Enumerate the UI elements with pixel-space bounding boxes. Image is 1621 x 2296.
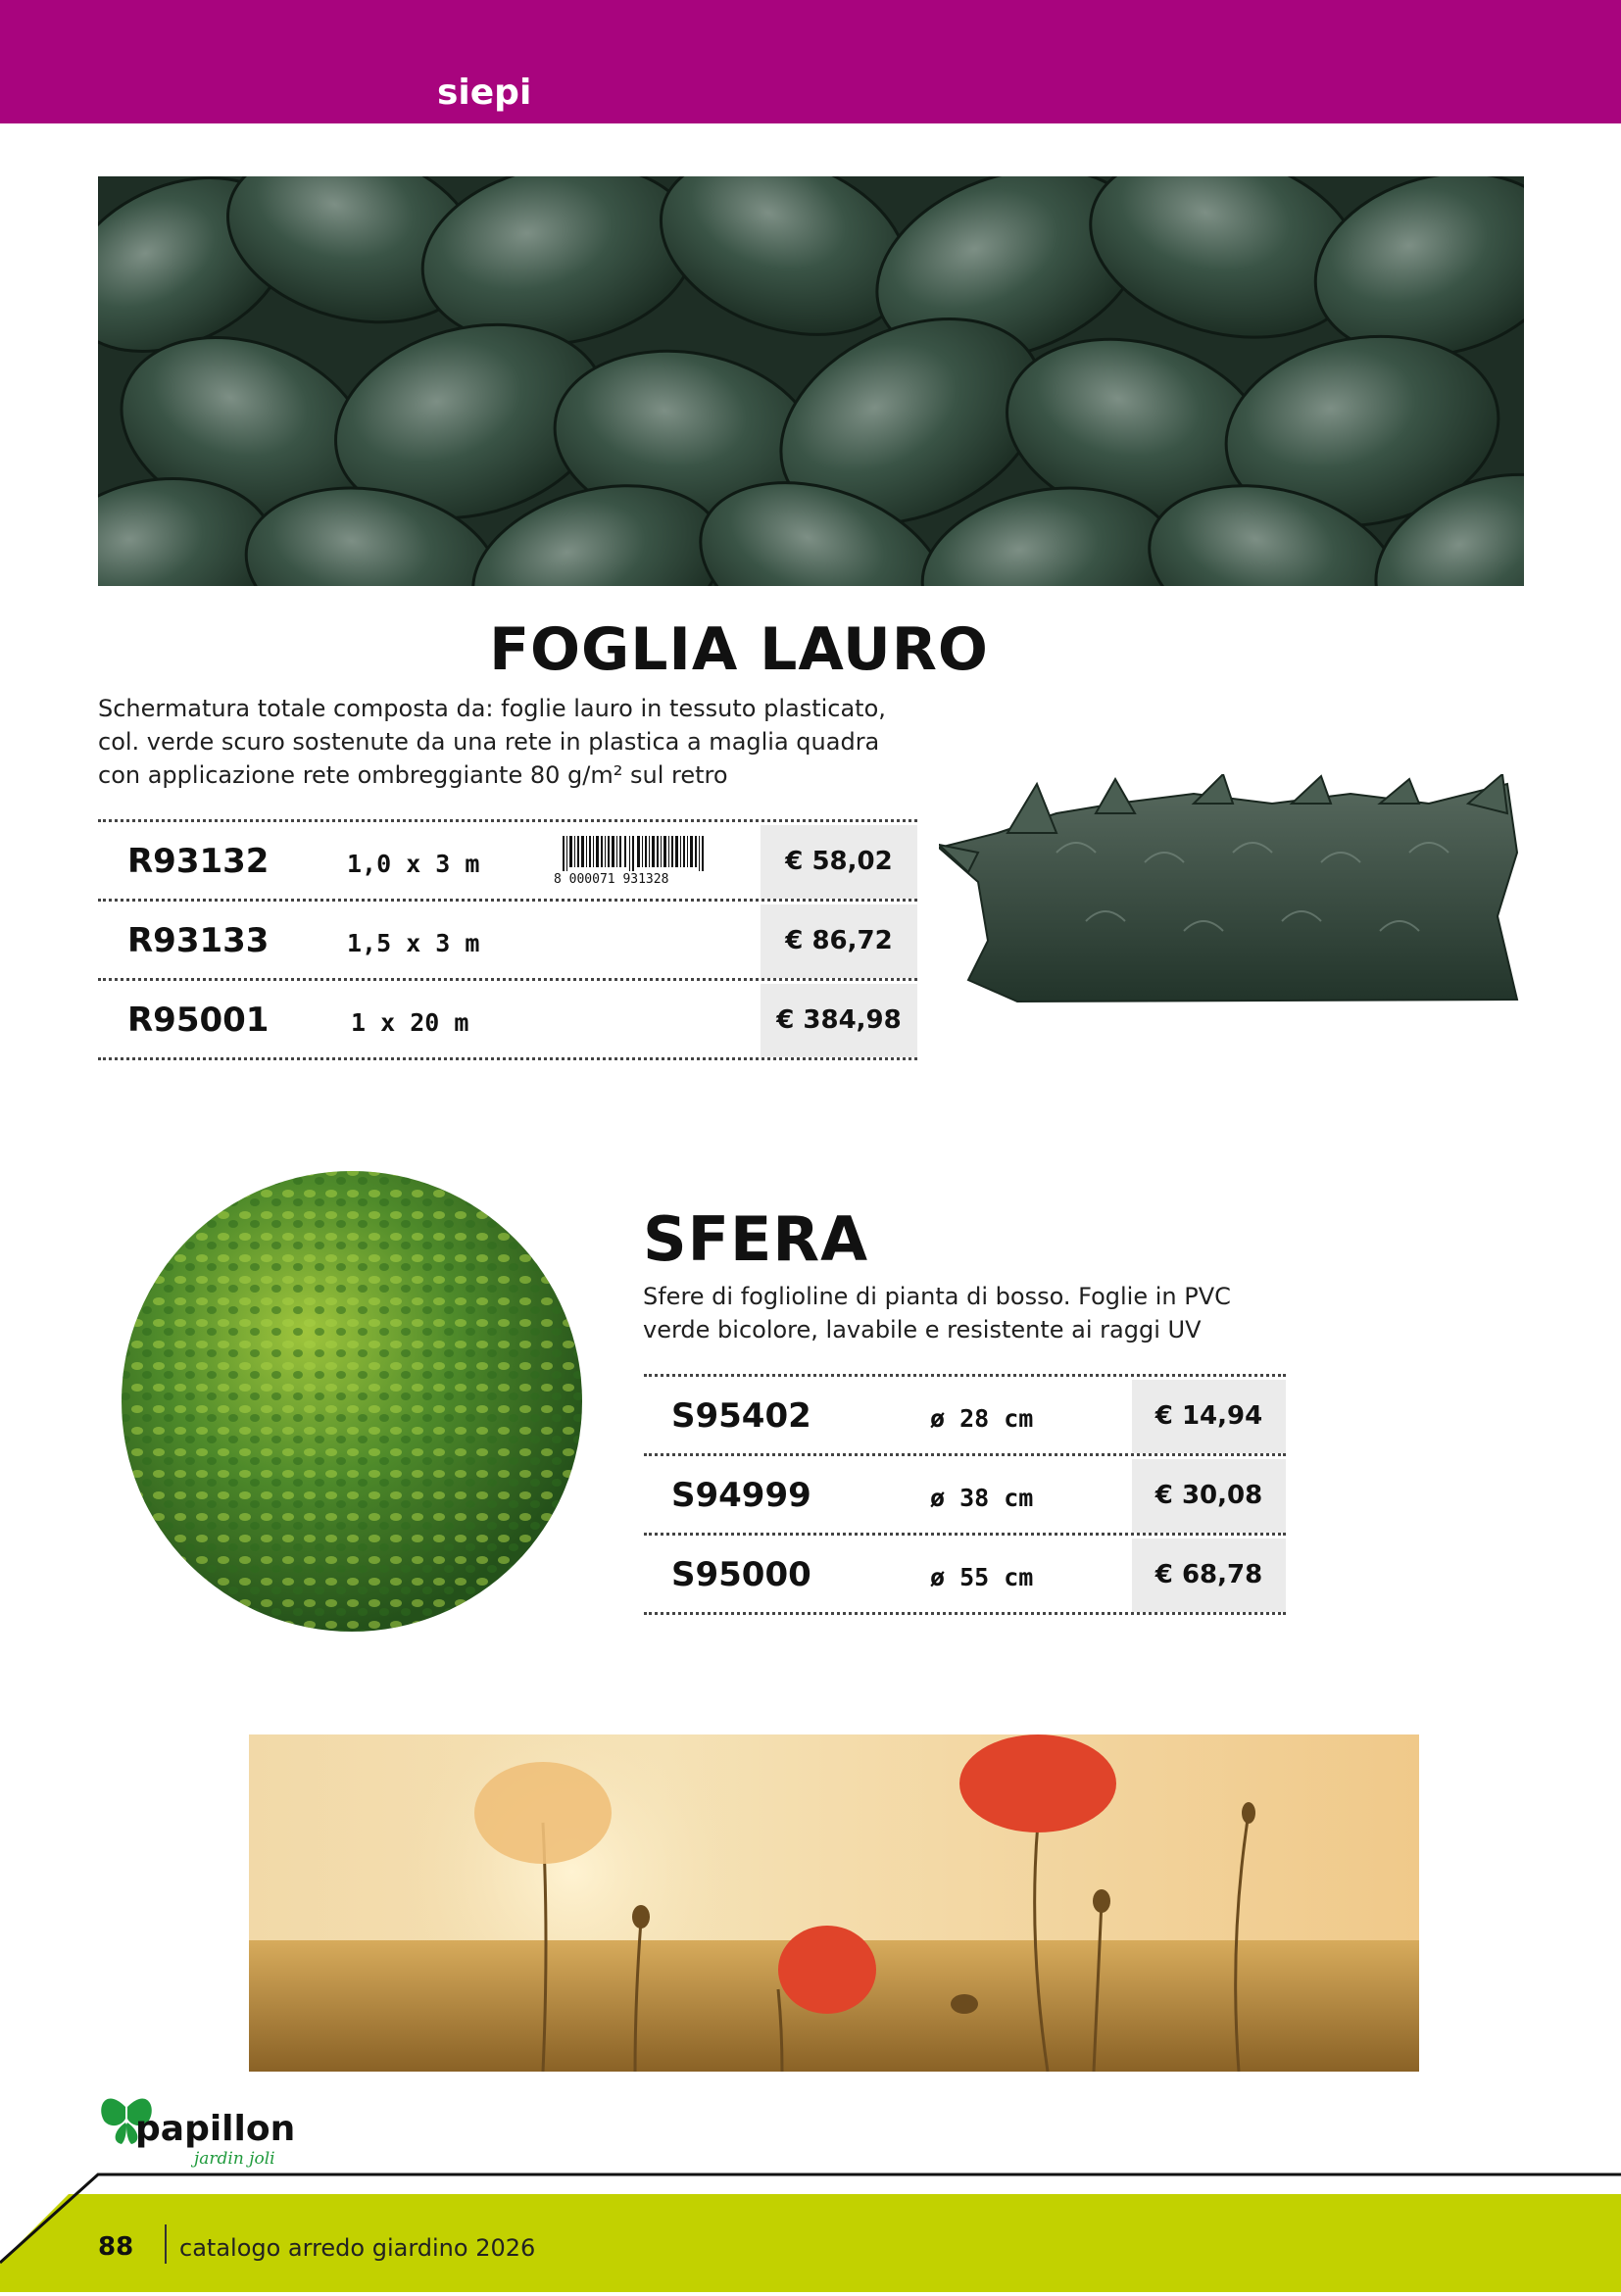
product-code: S95000 <box>671 1555 811 1594</box>
product-size: ø 38 cm <box>930 1484 1034 1512</box>
page-number: 88 <box>98 2232 134 2262</box>
product-code: R95001 <box>127 1001 270 1040</box>
logo-tagline: jardin joli <box>194 2149 275 2169</box>
product-size: ø 28 cm <box>930 1404 1034 1433</box>
sfera-title: SFERA <box>643 1203 869 1275</box>
poppy-field-photo <box>249 1734 1419 2072</box>
product-size: 1,0 x 3 m <box>347 850 480 878</box>
description-line: Schermatura totale composta da: foglie lauro in tessuto plasticato, <box>98 695 886 722</box>
product-size: 1 x 20 m <box>351 1008 469 1037</box>
table-row <box>98 978 917 1060</box>
product-code: S95402 <box>671 1396 811 1436</box>
foglia-lauro-description <box>98 692 960 792</box>
logo-name: papillon <box>135 2109 296 2149</box>
product-price: € 68,78 <box>1132 1539 1286 1612</box>
sfera-description <box>643 1280 1329 1346</box>
footer-band <box>0 2170 1621 2292</box>
header-band <box>0 0 1621 123</box>
barcode-number: 8 000071 931328 <box>554 872 669 885</box>
product-code: R93132 <box>127 842 270 881</box>
boxwood-sphere-photo <box>110 1166 594 1637</box>
table-row <box>644 1533 1286 1615</box>
product-size: ø 55 cm <box>930 1563 1034 1591</box>
barcode <box>551 836 727 885</box>
product-price: € 14,94 <box>1132 1380 1286 1453</box>
footer-separator <box>165 2224 167 2264</box>
catalog-title: catalogo arredo giardino 2026 <box>179 2234 536 2262</box>
laurel-hedge-roll-photo <box>939 774 1527 1009</box>
section-title: siepi <box>437 73 532 113</box>
description-line: verde bicolore, lavabile e resistente ai raggi UV <box>643 1316 1202 1343</box>
sfera-price-table <box>644 1374 1286 1615</box>
product-size: 1,5 x 3 m <box>347 929 480 957</box>
table-row <box>98 899 917 978</box>
foglia-lauro-title: FOGLIA LAURO <box>489 615 989 684</box>
table-row <box>98 819 917 899</box>
papillon-logo <box>96 2087 312 2172</box>
laurel-leaves-photo <box>98 176 1524 586</box>
product-price: € 30,08 <box>1132 1459 1286 1533</box>
product-code: S94999 <box>671 1476 811 1515</box>
table-row <box>644 1453 1286 1533</box>
description-line: col. verde scuro sostenute da una rete in plastica a maglia quadra <box>98 728 880 756</box>
description-line: Sfere di foglioline di pianta di bosso. Foglie in PVC <box>643 1283 1231 1310</box>
foglia-lauro-price-table <box>98 819 917 1060</box>
product-price: € 58,02 <box>761 825 917 899</box>
product-price: € 86,72 <box>761 904 917 978</box>
product-price: € 384,98 <box>761 984 917 1057</box>
description-line: con applicazione rete ombreggiante 80 g/m² sul retro <box>98 761 728 789</box>
table-row <box>644 1374 1286 1453</box>
product-code: R93133 <box>127 921 270 960</box>
